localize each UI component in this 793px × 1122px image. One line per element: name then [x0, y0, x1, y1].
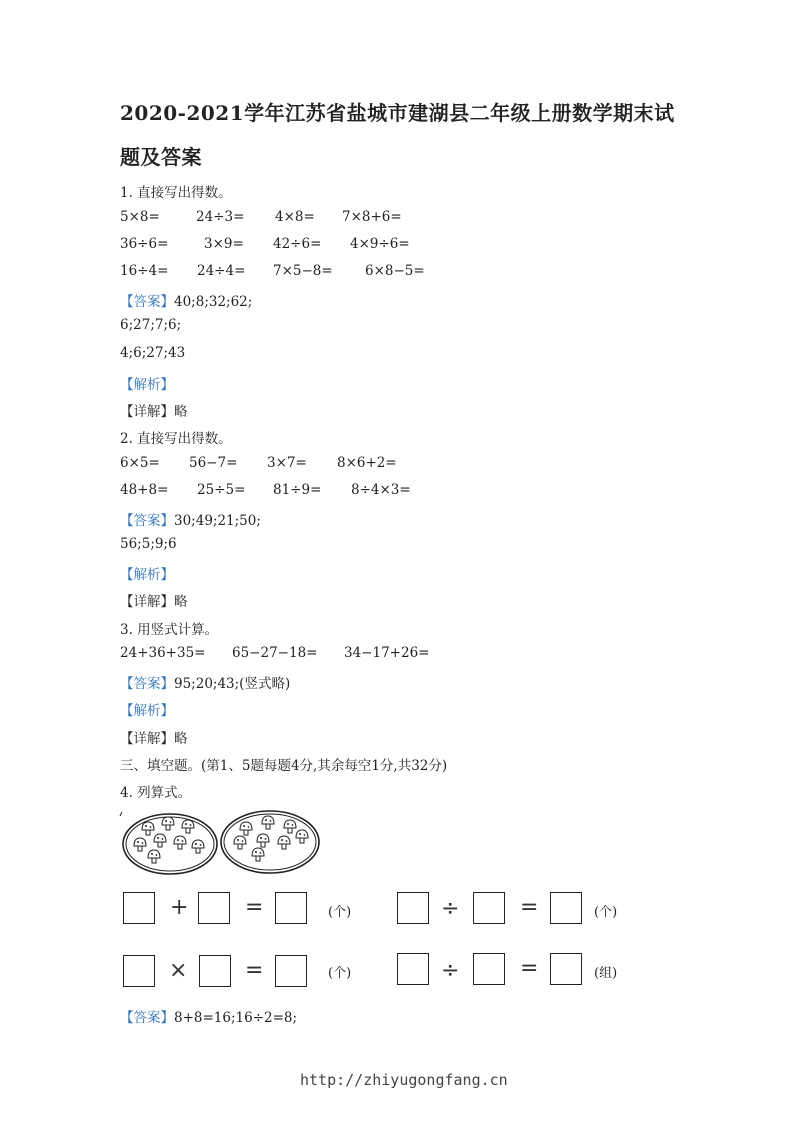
q1-expr: 7×8+6=: [342, 209, 402, 225]
q2-expr: 8×6+2=: [337, 455, 397, 471]
q2-expr: 81÷9=: [273, 482, 322, 498]
q1-expr: 7×5−8=: [273, 263, 333, 279]
q3-expr: 65−27−18=: [232, 645, 318, 661]
q4-answer-line: 8+8=16;16÷2=8;: [174, 1010, 298, 1026]
q2-analysis-tag: 【解析】: [120, 567, 174, 583]
equals-sign: =: [245, 895, 264, 920]
q1-answer-line-3: 4;6;27;43: [120, 345, 186, 361]
equals-sign: =: [520, 895, 539, 920]
times-sign: ×: [169, 958, 188, 983]
plus-sign: +: [170, 895, 189, 920]
q1-answer: [120, 290, 252, 310]
q1-expr: 5×8=: [120, 209, 160, 225]
q3-detail: 【详解】略: [120, 731, 188, 747]
answer-box[interactable]: [550, 892, 582, 924]
unit-label: (个): [594, 905, 618, 920]
q3-answer-line: 95;20;43;(竖式略): [174, 676, 291, 692]
divide-sign: ÷: [441, 896, 460, 921]
q1-expr: 24÷3=: [196, 209, 245, 225]
plate-left: [123, 814, 217, 874]
answer-box[interactable]: [275, 892, 307, 924]
answer-box[interactable]: [199, 955, 231, 987]
q2-answer-line-1: 30;49;21;50;: [174, 513, 261, 529]
q1-answer-line-1: 40;8;32;62;: [174, 294, 253, 310]
q4-answer: [120, 1006, 297, 1026]
q1-answer-line-2: 6;27;7;6;: [120, 317, 182, 333]
q3-expr: 34−17+26=: [344, 645, 430, 661]
unit-label: (组): [594, 966, 618, 981]
answer-box[interactable]: [473, 892, 505, 924]
q1-expr: 36÷6=: [120, 236, 169, 252]
answer-tag: 【答案】: [120, 513, 174, 529]
answer-box[interactable]: [473, 953, 505, 985]
q2-expr: 6×5=: [120, 455, 160, 471]
q2-answer-line-2: 56;5;9;6: [120, 536, 177, 552]
q4-heading: 4. 列算式。: [120, 785, 192, 801]
q2-expr: 48+8=: [120, 482, 169, 498]
q1-expr: 3×9=: [204, 236, 244, 252]
q2-answer: [120, 509, 261, 529]
q1-analysis-tag: 【解析】: [120, 377, 174, 393]
document-title-line1: 2020-2021学年江苏省盐城市建湖县二年级上册数学期末试: [120, 101, 675, 125]
q2-expr: 3×7=: [267, 455, 307, 471]
q1-detail: 【详解】略: [120, 404, 188, 420]
q1-expr: 16÷4=: [120, 263, 169, 279]
answer-box[interactable]: [123, 892, 155, 924]
q3-answer: [120, 672, 290, 692]
answer-tag: 【答案】: [120, 294, 174, 310]
q1-expr: 4×8=: [275, 209, 315, 225]
q3-heading: 3. 用竖式计算。: [120, 622, 219, 638]
answer-tag: 【答案】: [120, 676, 174, 692]
q2-detail: 【详解】略: [120, 594, 188, 610]
q2-expr: 56−7=: [189, 455, 238, 471]
q3-expr: 24+36+35=: [120, 645, 206, 661]
q1-expr: 24÷4=: [197, 263, 246, 279]
equals-sign: =: [245, 958, 264, 983]
q1-heading: 1. 直接写出得数。: [120, 185, 232, 201]
unit-label: (个): [328, 966, 352, 981]
answer-box[interactable]: [123, 955, 155, 987]
answer-tag: 【答案】: [120, 1010, 174, 1026]
q1-expr: 6×8−5=: [365, 263, 425, 279]
divide-sign: ÷: [441, 958, 460, 983]
section-3-heading: 三、填空题。(第1、5题每题4分,其余每空1分,共32分): [120, 758, 448, 774]
q1-expr: 42÷6=: [273, 236, 322, 252]
answer-box[interactable]: [397, 953, 429, 985]
q2-expr: 25÷5=: [197, 482, 246, 498]
answer-box[interactable]: [275, 955, 307, 987]
footer-url[interactable]: http://zhiyugongfang.cn: [300, 1071, 508, 1089]
answer-box[interactable]: [550, 953, 582, 985]
answer-box[interactable]: [397, 892, 429, 924]
answer-box[interactable]: [198, 892, 230, 924]
mushroom-plates-illustration: [118, 808, 328, 878]
unit-label: (个): [328, 905, 352, 920]
plate-right: [221, 811, 319, 873]
q2-expr: 8÷4×3=: [351, 482, 411, 498]
equals-sign: =: [520, 956, 539, 981]
document-title-line2: 题及答案: [120, 145, 202, 169]
q3-analysis-tag: 【解析】: [120, 703, 174, 719]
q2-heading: 2. 直接写出得数。: [120, 431, 232, 447]
q1-expr: 4×9÷6=: [350, 236, 410, 252]
